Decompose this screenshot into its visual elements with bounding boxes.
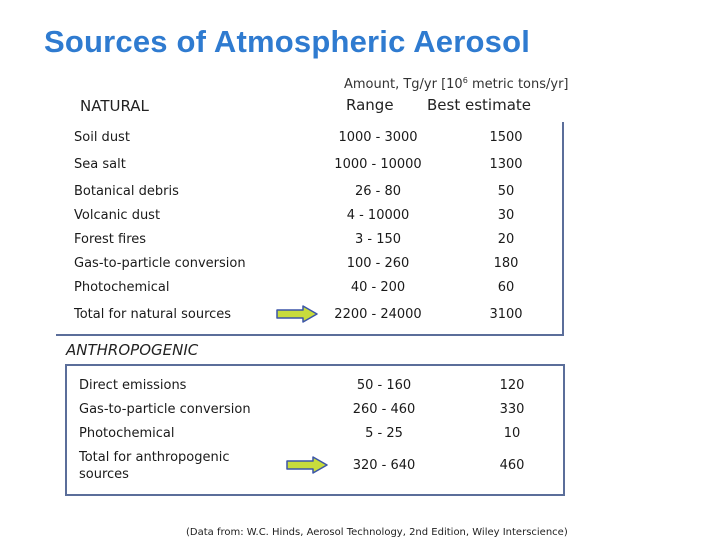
natural-range-0: 1000 - 3000	[338, 130, 418, 145]
natural-range-2: 26 - 80	[354, 184, 402, 199]
amount-prefix: Amount, Tg/yr [10	[344, 77, 463, 92]
data-source-footnote: (Data from: W.C. Hinds, Aerosol Technology, 2nd Edition, Wiley Interscience)	[186, 527, 568, 538]
anthro-source-1: Gas-to-particle conversion	[79, 402, 251, 417]
anthro-source-2: Photochemical	[79, 426, 175, 441]
natural-best-0: 1500	[489, 130, 523, 145]
anthro-total-best: 460	[499, 458, 525, 473]
anthro-total-label-line2: sources	[79, 467, 129, 482]
amount-suffix: metric tons/yr]	[467, 77, 569, 92]
anthro-total-label-line1: Total for anthropogenic	[79, 450, 230, 465]
natural-range-5: 100 - 260	[346, 256, 410, 271]
natural-best-4: 20	[497, 232, 515, 247]
natural-source-2: Botanical debris	[74, 184, 179, 199]
natural-best-3: 30	[497, 208, 515, 223]
best-estimate-column-header: Best estimate	[427, 96, 531, 114]
anthro-best-1: 330	[499, 402, 525, 417]
natural-best-5: 180	[493, 256, 519, 271]
natural-range-1: 1000 - 10000	[334, 157, 422, 172]
natural-source-1: Sea salt	[74, 157, 126, 172]
natural-table-box	[56, 122, 564, 336]
anthro-best-0: 120	[499, 378, 525, 393]
amount-units-label	[344, 76, 569, 92]
anthro-total-range: 320 - 640	[352, 458, 416, 473]
natural-total-label: Total for natural sources	[74, 307, 232, 322]
natural-total-range: 2200 - 24000	[334, 307, 422, 322]
natural-source-6: Photochemical	[74, 280, 170, 295]
natural-source-3: Volcanic dust	[74, 208, 161, 223]
anthropogenic-section-label: ANTHROPOGENIC	[66, 341, 199, 359]
natural-best-1: 1300	[489, 157, 523, 172]
natural-section-label: NATURAL	[80, 97, 149, 115]
anthro-source-0: Direct emissions	[79, 378, 187, 393]
anthro-range-2: 5 - 25	[365, 426, 403, 441]
natural-source-5: Gas-to-particle conversion	[74, 256, 246, 271]
anthro-range-0: 50 - 160	[356, 378, 412, 393]
anthro-range-1: 260 - 460	[352, 402, 416, 417]
natural-range-4: 3 - 150	[354, 232, 402, 247]
natural-range-3: 4 - 10000	[346, 208, 410, 223]
range-column-header: Range	[346, 96, 394, 114]
natural-range-6: 40 - 200	[350, 280, 406, 295]
natural-best-2: 50	[497, 184, 515, 199]
natural-source-0: Soil dust	[74, 130, 130, 145]
anthro-best-2: 10	[503, 426, 521, 441]
natural-source-4: Forest fires	[74, 232, 147, 247]
amount-exponent: 6	[462, 76, 468, 85]
natural-best-6: 60	[497, 280, 515, 295]
page-title: Sources of Atmospheric Aerosol	[44, 24, 531, 59]
natural-total-best: 3100	[489, 307, 523, 322]
